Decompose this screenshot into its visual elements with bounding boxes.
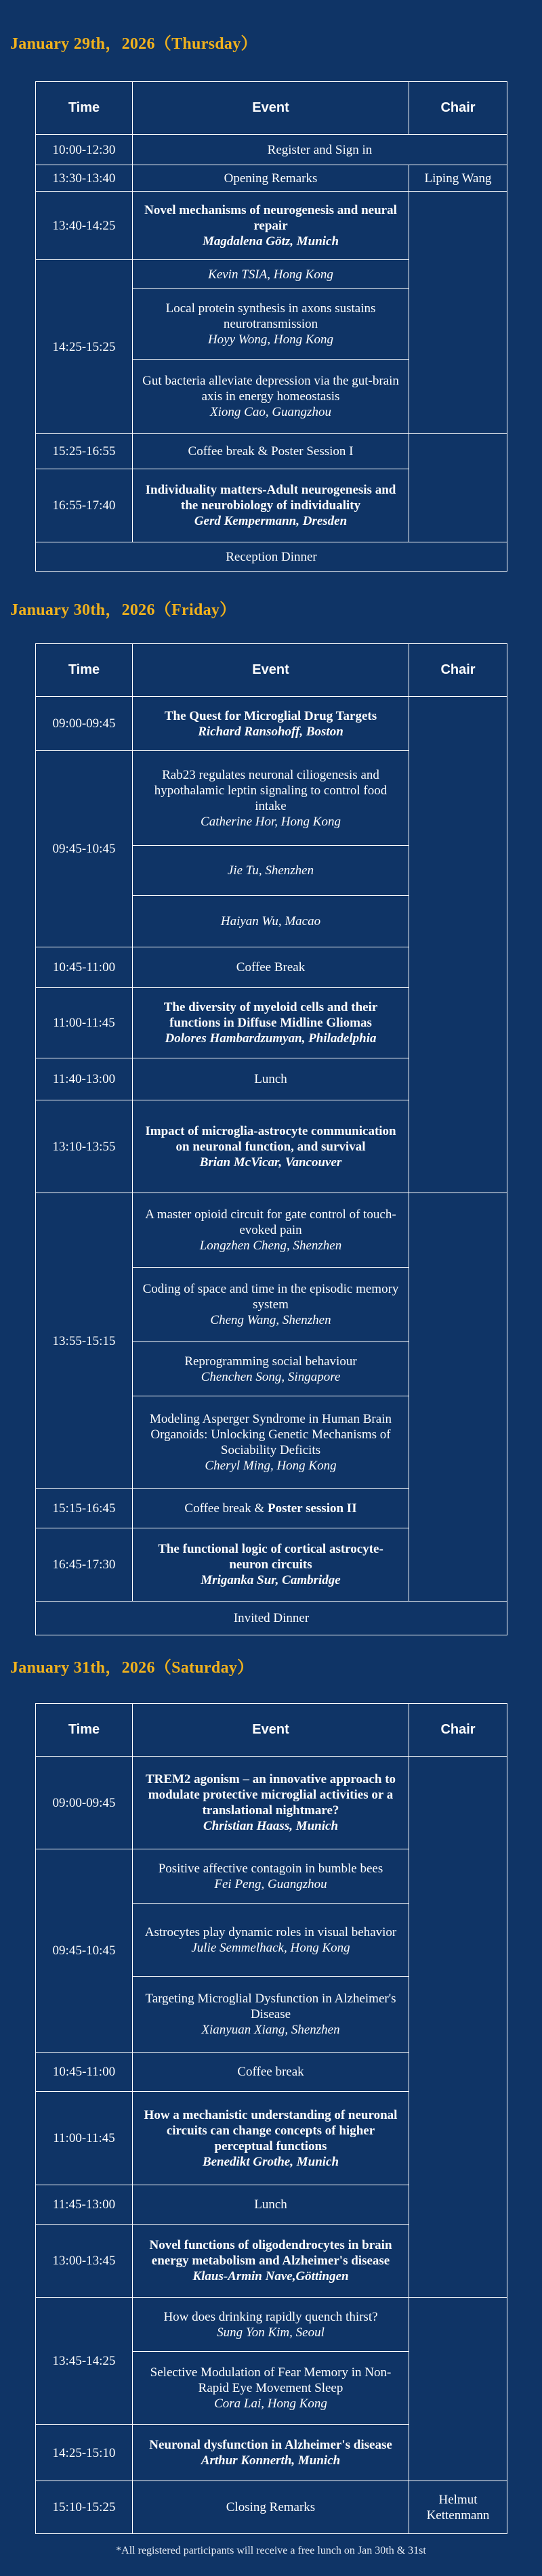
event-cell: Lunch	[133, 2185, 409, 2225]
talk-cell	[133, 1757, 409, 1849]
talk-speaker: Julie Semmelhack, Hong Kong	[191, 1940, 350, 1955]
talk-speaker: Brian McVicar, Vancouver	[199, 1155, 342, 1169]
talk-cell	[133, 1100, 409, 1193]
talk-cell	[133, 1904, 409, 1977]
event-cell: Coffee Break	[133, 947, 409, 988]
talk-cell	[133, 260, 409, 289]
talk-speaker: Xiong Cao, Guangzhou	[210, 405, 331, 419]
talk-cell	[133, 2225, 409, 2298]
talk-title: Modeling Asperger Syndrome in Human Brain Organoids: Unlocking Genetic Mechanisms of Sociability Deficits	[150, 1412, 392, 1457]
talk-cell	[133, 988, 409, 1058]
talk-speaker: Chenchen Song, Singapore	[201, 1369, 341, 1384]
time-cell: 10:45-11:00	[36, 947, 133, 988]
table-row	[36, 2298, 507, 2352]
talk-speaker: Arthur Konnerth, Munich	[201, 2453, 341, 2468]
talk-speaker: Haiyan Wu, Macao	[220, 914, 321, 928]
time-cell: 09:45-10:45	[36, 1849, 133, 2053]
talk-cell	[133, 1193, 409, 1268]
talk-speaker: Hoyy Wong, Hong Kong	[207, 332, 334, 347]
talk-title: The functional logic of cortical astrocyte-neuron circuits	[158, 1542, 383, 1572]
talk-speaker: Christian Haass, Munich	[203, 1819, 339, 1833]
talk-title: The Quest for Microglial Drug Targets	[164, 708, 377, 723]
chair-cell	[409, 697, 507, 1193]
table-row	[36, 1602, 507, 1635]
header-chair: Chair	[409, 82, 507, 135]
table-row	[36, 697, 507, 751]
talk-title: Selective Modulation of Fear Memory in Non-Rapid Eye Movement Sleep	[150, 2365, 392, 2395]
event-cell	[133, 1489, 409, 1528]
chair-cell	[409, 434, 507, 542]
time-cell: 10:45-11:00	[36, 2053, 133, 2092]
table-row	[36, 434, 507, 469]
talk-cell	[133, 2298, 409, 2352]
event-cell: Lunch	[133, 1058, 409, 1100]
talk-speaker: Cora Lai, Hong Kong	[214, 2397, 327, 2411]
chair-cell	[409, 2298, 507, 2481]
talk-title: Novel functions of oligodendrocytes in brain energy metabolism and Alzheimer's disease	[149, 2238, 392, 2268]
table-header-row	[36, 82, 507, 135]
talk-speaker: Jie Tu, Shenzhen	[227, 863, 314, 878]
talk-speaker: Kevin TSIA, Hong Kong	[208, 267, 333, 282]
time-cell: 14:25-15:10	[36, 2425, 133, 2481]
time-cell: 09:45-10:45	[36, 751, 133, 947]
time-cell: 10:00-12:30	[36, 135, 133, 165]
talk-title: Novel mechanisms of neurogenesis and neural repair	[144, 202, 397, 233]
talk-speaker: Klaus-Armin Nave,Göttingen	[192, 2269, 349, 2283]
day2-schedule-table	[35, 643, 507, 1635]
talk-cell	[133, 846, 409, 896]
talk-speaker: Cheryl Ming, Hong Kong	[205, 1459, 337, 1473]
talk-title: Targeting Microglial Dysfunction in Alzheimer's Disease	[145, 1992, 396, 2021]
talk-title: Positive affective contagoin in bumble bees	[158, 1861, 383, 1876]
talk-cell	[133, 1977, 409, 2053]
chair-cell	[409, 1757, 507, 2298]
talk-cell	[133, 896, 409, 947]
talk-title: Impact of microglia-astrocyte communication on neuronal function, and survival	[145, 1123, 396, 1154]
talk-title: Gut bacteria alleviate depression via the gut-brain axis in energy homeostasis	[142, 374, 399, 404]
talk-speaker: Sung Yon Kim, Seoul	[217, 2325, 325, 2340]
time-cell: 13:45-14:25	[36, 2298, 133, 2425]
time-cell: 16:55-17:40	[36, 469, 133, 542]
header-time: Time	[36, 644, 133, 697]
time-cell: 16:45-17:30	[36, 1528, 133, 1602]
talk-cell	[133, 2092, 409, 2185]
table-header-row	[36, 1704, 507, 1757]
time-cell: 15:15-16:45	[36, 1489, 133, 1528]
day2-title: January 30th，2026（Friday）	[10, 601, 236, 619]
header-chair: Chair	[409, 1704, 507, 1757]
time-cell: 13:30-13:40	[36, 165, 133, 192]
talk-speaker: Magdalena Götz, Munich	[202, 234, 339, 249]
header-time: Time	[36, 82, 133, 135]
time-cell: 13:10-13:55	[36, 1100, 133, 1193]
chair-cell: Helmut Kettenmann	[409, 2481, 507, 2534]
table-row	[36, 1193, 507, 1268]
time-cell: 14:25-15:25	[36, 260, 133, 434]
time-cell: 09:00-09:45	[36, 1757, 133, 1849]
header-chair: Chair	[409, 644, 507, 697]
talk-speaker: Dolores Hambardzumyan, Philadelphia	[165, 1031, 377, 1046]
talk-speaker: Mriganka Sur, Cambridge	[201, 1573, 341, 1587]
talk-speaker: Richard Ransohoff, Boston	[198, 724, 343, 739]
time-cell: 13:00-13:45	[36, 2225, 133, 2298]
talk-cell	[133, 469, 409, 542]
talk-cell	[133, 1849, 409, 1904]
talk-speaker: Catherine Hor, Hong Kong	[201, 814, 341, 829]
header-event: Event	[133, 82, 409, 135]
closing-event-cell: Invited Dinner	[36, 1602, 507, 1635]
talk-speaker: Gerd Kempermann, Dresden	[194, 514, 348, 528]
talk-speaker: Cheng Wang, Shenzhen	[210, 1313, 331, 1327]
time-cell: 15:25-16:55	[36, 434, 133, 469]
table-row	[36, 192, 507, 260]
chair-cell: Liping Wang	[409, 165, 507, 192]
time-cell: 09:00-09:45	[36, 697, 133, 751]
header-time: Time	[36, 1704, 133, 1757]
talk-cell	[133, 1342, 409, 1396]
event-text: Coffee break &	[184, 1501, 268, 1516]
talk-title: How does drinking rapidly quench thirst?	[163, 2309, 378, 2324]
time-cell: 11:00-11:45	[36, 2092, 133, 2185]
closing-event-cell: Reception Dinner	[36, 542, 507, 572]
talk-title: How a mechanistic understanding of neuronal circuits can change concepts of higher perceptual functions	[144, 2107, 398, 2153]
event-cell: Opening Remarks	[133, 165, 409, 192]
event-text-bold: Poster session II	[267, 1501, 357, 1516]
talk-title: TREM2 agonism – an innovative approach to modulate protective microglial activities or a translational nightmare?	[145, 1772, 396, 1818]
talk-title: A master opioid circuit for gate control of touch-evoked pain	[145, 1207, 396, 1237]
talk-cell	[133, 2352, 409, 2425]
talk-cell	[133, 1396, 409, 1489]
time-cell: 11:40-13:00	[36, 1058, 133, 1100]
chair-cell	[409, 192, 507, 434]
talk-cell	[133, 751, 409, 846]
talk-cell	[133, 1268, 409, 1342]
header-event: Event	[133, 644, 409, 697]
time-cell: 15:10-15:25	[36, 2481, 133, 2534]
talk-cell	[133, 697, 409, 751]
time-cell: 13:40-14:25	[36, 192, 133, 260]
talk-speaker: Xianyuan Xiang, Shenzhen	[201, 2023, 340, 2037]
event-cell: Coffee break & Poster Session I	[133, 434, 409, 469]
talk-speaker: Fei Peng, Guangzhou	[214, 1876, 327, 1891]
event-cell: Register and Sign in	[133, 135, 507, 165]
table-header-row	[36, 644, 507, 697]
event-cell: Closing Remarks	[133, 2481, 409, 2534]
table-row	[36, 542, 507, 572]
talk-title: Coding of space and time in the episodic memory system	[142, 1282, 399, 1312]
chair-cell	[409, 1193, 507, 1602]
talk-cell	[133, 2425, 409, 2481]
day1-schedule-table	[35, 81, 507, 572]
talk-title: The diversity of myeloid cells and their functions in Diffuse Midline Gliomas	[163, 1000, 378, 1030]
talk-title: Astrocytes play dynamic roles in visual behavior	[144, 1925, 397, 1939]
talk-title: Local protein synthesis in axons sustains neurotransmission	[165, 301, 376, 331]
talk-title: Rab23 regulates neuronal ciliogenesis and hypothalamic leptin signaling to control food intake	[154, 767, 388, 813]
day1-title: January 29th，2026（Thursday）	[10, 35, 257, 53]
header-event: Event	[133, 1704, 409, 1757]
table-row	[36, 165, 507, 192]
talk-cell	[133, 289, 409, 360]
event-cell: Coffee break	[133, 2053, 409, 2092]
talk-cell	[133, 360, 409, 434]
talk-title: Individuality matters-Adult neurogenesis and the neurobiology of individuality	[145, 483, 396, 513]
talk-speaker: Benedikt Grothe, Munich	[202, 2154, 339, 2169]
time-cell: 13:55-15:15	[36, 1193, 133, 1489]
footnote: *All registered participants will receive a free lunch on Jan 30th & 31st	[116, 2545, 426, 2556]
talk-cell	[133, 192, 409, 260]
time-cell: 11:00-11:45	[36, 988, 133, 1058]
table-row	[36, 135, 507, 165]
table-row	[36, 2481, 507, 2534]
day3-title: January 31th，2026（Saturday）	[10, 1659, 254, 1677]
talk-speaker: Longzhen Cheng, Shenzhen	[199, 1239, 342, 1253]
talk-title: Reprogramming social behaviour	[184, 1354, 357, 1369]
talk-cell	[133, 1528, 409, 1602]
time-cell: 11:45-13:00	[36, 2185, 133, 2225]
table-row	[36, 1757, 507, 1849]
talk-title: Neuronal dysfunction in Alzheimer's disease	[149, 2438, 392, 2452]
day3-schedule-table	[35, 1703, 507, 2534]
